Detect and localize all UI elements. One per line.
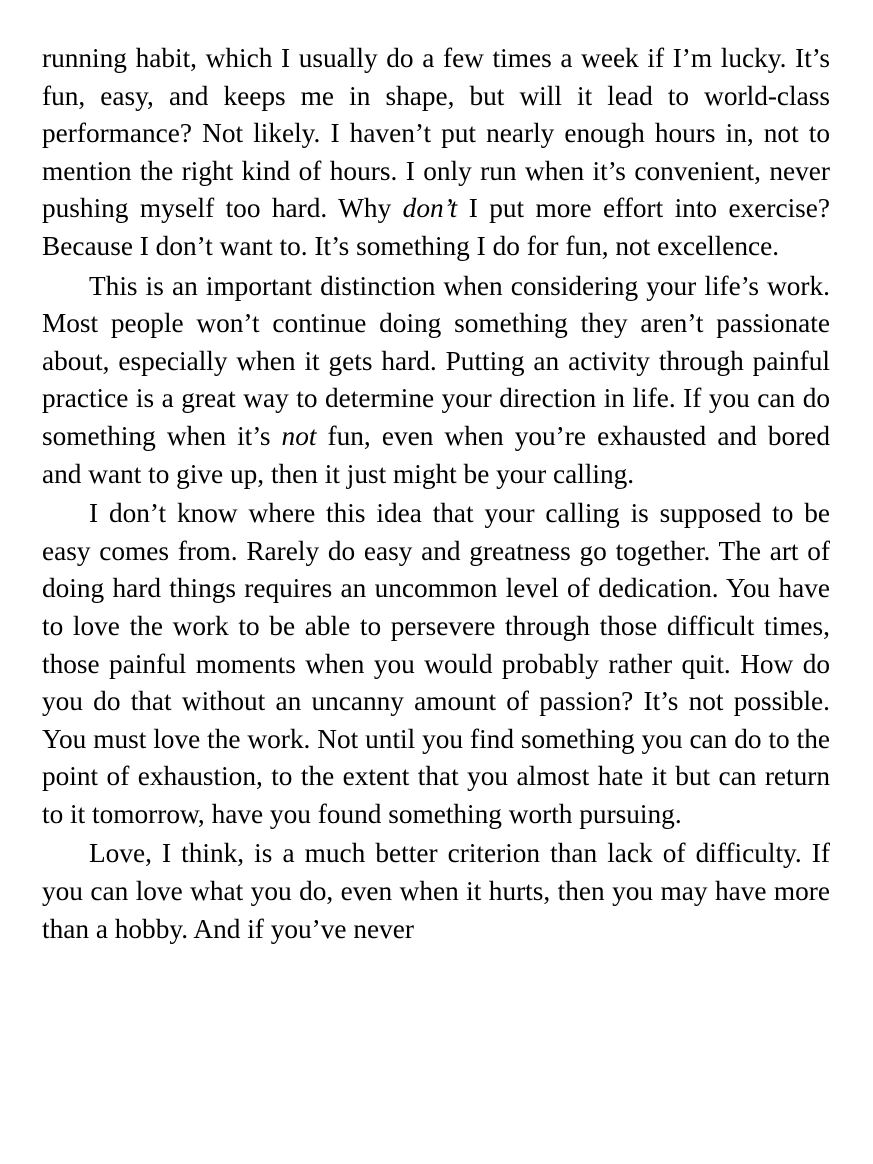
book-page <box>42 40 830 948</box>
text-run: fun, even when you’re exhausted and bored and want to give up, then it just might be your calling. <box>42 420 830 489</box>
text-run: Love, I think, is a much better criterion than lack of difficulty. If you can love what you do, even when it hurts, then you may have more than a hobby. And if you’ve never <box>42 838 830 944</box>
text-run: I put more effort into exercise? Because I don’t want to. It’s something I do for fun, not excellence. <box>42 193 831 261</box>
paragraph-1 <box>42 40 830 266</box>
text-run: running habit, which I usually do a few times a week if I’m lucky. It’s fun, easy, and keeps me in shape, but will it lead to world-class performance? Not likely. I haven’t put nearly enough hours in, not to mention the right kind of hours. I only run when it’s convenient, never pushing myself too hard. Why <box>42 43 830 224</box>
emphasis-run: don’t <box>402 193 458 224</box>
paragraph-3 <box>42 495 830 833</box>
paragraph-4 <box>42 835 830 948</box>
text-run: I don’t know where this idea that your calling is supposed to be easy comes from. Rarely do easy and greatness go together. The art of doing hard things requires an uncommon level of dedication. You have to love the work to be able to persevere through those difficult times, those painful moments when you would probably rather quit. How do you do that without an uncanny amount of passion? It’s not possible. You must love the work. Not until you find something you can do to the point of exhaustion, to the extent that you almost hate it but can return to it tomorrow, have you found something worth pursuing. <box>42 498 830 829</box>
text-run: This is an important distinction when considering your life’s work. Most people won’t continue doing something they aren’t passionate about, especially when it gets hard. Putting an activity through painful practice is a great way to determine your direction in life. If you can do something when it’s <box>42 270 830 451</box>
emphasis-run: not <box>281 420 317 451</box>
paragraph-2 <box>42 268 830 494</box>
